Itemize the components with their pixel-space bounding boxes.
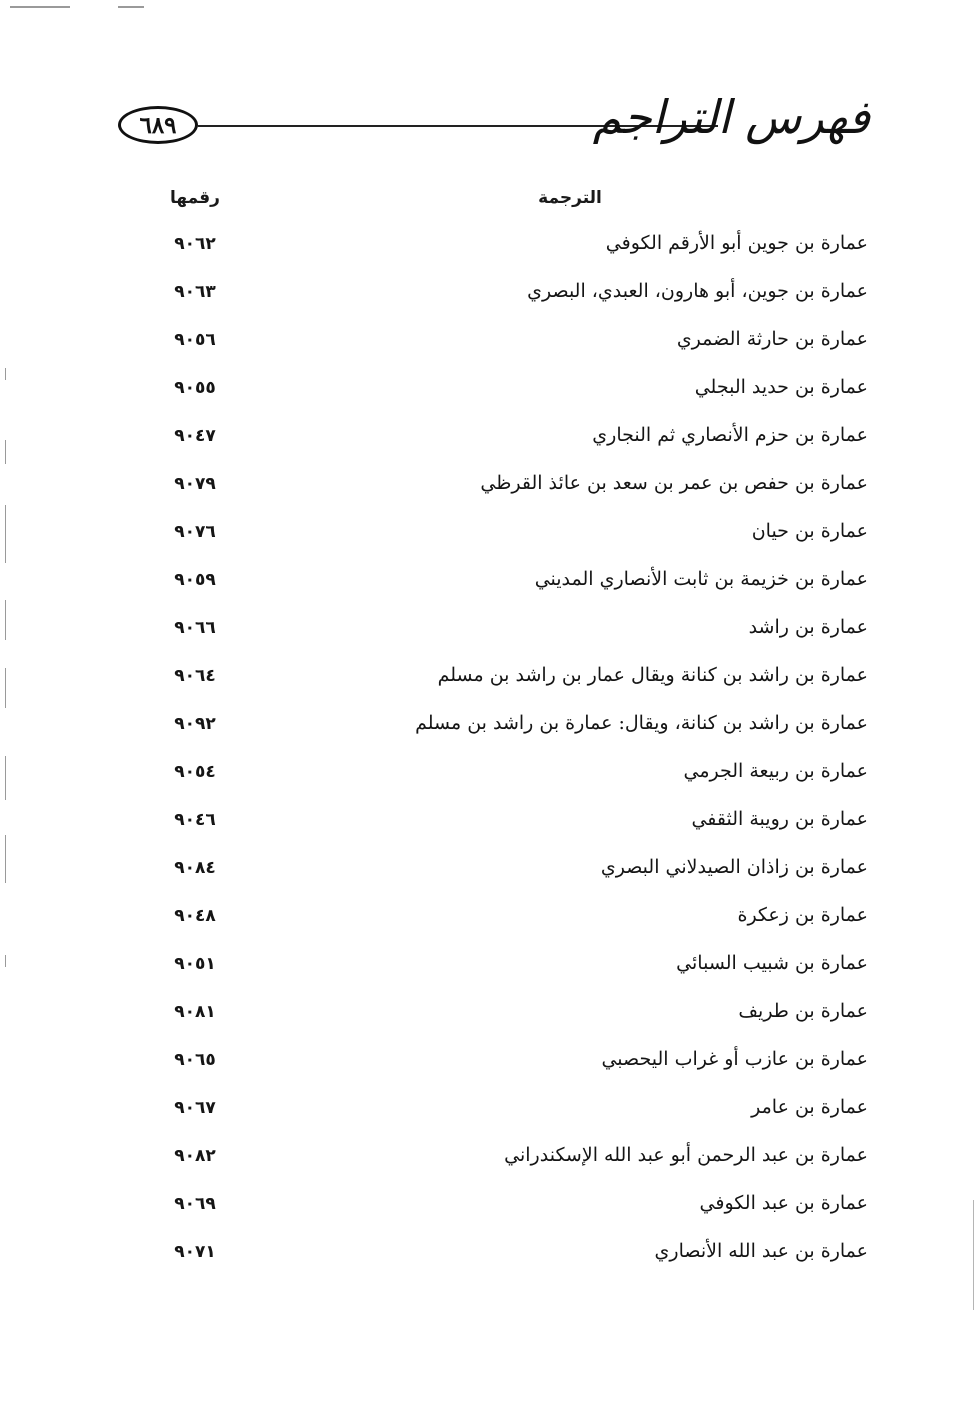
entry-name: عمارة بن جوين أبو الأرقم الكوفي — [605, 232, 868, 254]
entry-name: عمارة بن عبد الرحمن أبو عبد الله الإسكندراني — [504, 1144, 868, 1166]
entry-number: ٩٠٨٤ — [174, 858, 216, 878]
index-row — [0, 708, 976, 748]
entry-number: ٩٠٥٤ — [174, 762, 216, 782]
entry-number: ٩٠٦٩ — [174, 1194, 216, 1214]
entry-name: عمارة بن عامر — [751, 1096, 868, 1118]
entry-number: ٩٠٦٣ — [174, 282, 216, 302]
entry-number: ٩٠٥١ — [174, 954, 216, 974]
entry-name: عمارة بن ربيعة الجرمي — [683, 760, 868, 782]
index-row — [0, 900, 976, 940]
entry-number: ٩٠٧٩ — [174, 474, 216, 494]
entry-number: ٩٠٦٥ — [174, 1050, 216, 1070]
entry-number: ٩٠٨٢ — [174, 1146, 216, 1166]
index-row — [0, 372, 976, 412]
entry-number: ٩٠٦٦ — [174, 618, 216, 638]
entry-number: ٩٠٥٩ — [174, 570, 216, 590]
index-row — [0, 420, 976, 460]
index-row — [0, 756, 976, 796]
entry-name: عمارة بن زاذان الصيدلاني البصري — [600, 856, 868, 878]
entry-number: ٩٠٥٦ — [174, 330, 216, 350]
column-heading-name: الترجمة — [538, 188, 602, 208]
index-row — [0, 516, 976, 556]
entry-name: عمارة بن عازب أو غراب اليحصبي — [601, 1048, 868, 1070]
page-title: فهرس التراجم — [592, 90, 870, 144]
entry-name: عمارة بن راشد بن كنانة، ويقال: عمارة بن راشد بن مسلم — [415, 712, 868, 734]
entry-number: ٩٠٦٢ — [174, 234, 216, 254]
entry-name: عمارة بن حفص بن عمر بن سعد بن عائذ القرظي — [480, 472, 868, 494]
entry-name: عمارة بن جوين، أبو هارون، العبدي، البصري — [527, 280, 868, 302]
entry-number: ٩٠٧١ — [174, 1242, 216, 1262]
entry-name: عمارة بن حزم الأنصاري ثم النجاري — [592, 424, 868, 446]
index-row — [0, 468, 976, 508]
scan-mark-top-center — [118, 6, 144, 8]
index-row — [0, 1236, 976, 1276]
entry-name: عمارة بن راشد بن كنانة ويقال عمار بن راشد بن مسلم — [437, 664, 868, 686]
entry-name: عمارة بن راشد — [748, 616, 868, 638]
entry-name: عمارة بن زعكرة — [737, 904, 868, 926]
index-row — [0, 612, 976, 652]
entry-name: عمارة بن حارثة الضمري — [676, 328, 868, 350]
entry-name: عمارة بن حديد البجلي — [694, 376, 868, 398]
index-row — [0, 852, 976, 892]
index-row — [0, 564, 976, 604]
scan-mark-top-left — [10, 6, 70, 8]
page-number: ٦٨٩ — [118, 106, 198, 144]
entry-number: ٩٠٤٦ — [174, 810, 216, 830]
index-row — [0, 1188, 976, 1228]
index-row — [0, 1044, 976, 1084]
running-header — [110, 92, 870, 172]
entry-name: عمارة بن حيان — [751, 520, 868, 542]
index-row — [0, 228, 976, 268]
entry-number: ٩٠٥٥ — [174, 378, 216, 398]
entry-number: ٩٠٨١ — [174, 1002, 216, 1022]
index-row — [0, 804, 976, 844]
entry-number: ٩٠٦٤ — [174, 666, 216, 686]
index-row — [0, 948, 976, 988]
entry-number: ٩٠٤٨ — [174, 906, 216, 926]
index-row — [0, 1140, 976, 1180]
entry-number: ٩٠٤٧ — [174, 426, 216, 446]
index-row — [0, 660, 976, 700]
index-row — [0, 996, 976, 1036]
entry-name: عمارة بن طريف — [738, 1000, 868, 1022]
entry-name: عمارة بن عبد الكوفي — [699, 1192, 868, 1214]
index-row — [0, 324, 976, 364]
index-row — [0, 1092, 976, 1132]
column-heading-number: رقمها — [170, 188, 220, 208]
entry-number: ٩٠٩٢ — [174, 714, 216, 734]
entry-name: عمارة بن عبد الله الأنصاري — [654, 1240, 868, 1262]
entry-name: عمارة بن رويبة الثقفي — [691, 808, 868, 830]
index-row — [0, 276, 976, 316]
entry-number: ٩٠٦٧ — [174, 1098, 216, 1118]
entry-name: عمارة بن شبيب السبائي — [676, 952, 868, 974]
entry-number: ٩٠٧٦ — [174, 522, 216, 542]
entry-name: عمارة بن خزيمة بن ثابت الأنصاري المديني — [534, 568, 868, 590]
